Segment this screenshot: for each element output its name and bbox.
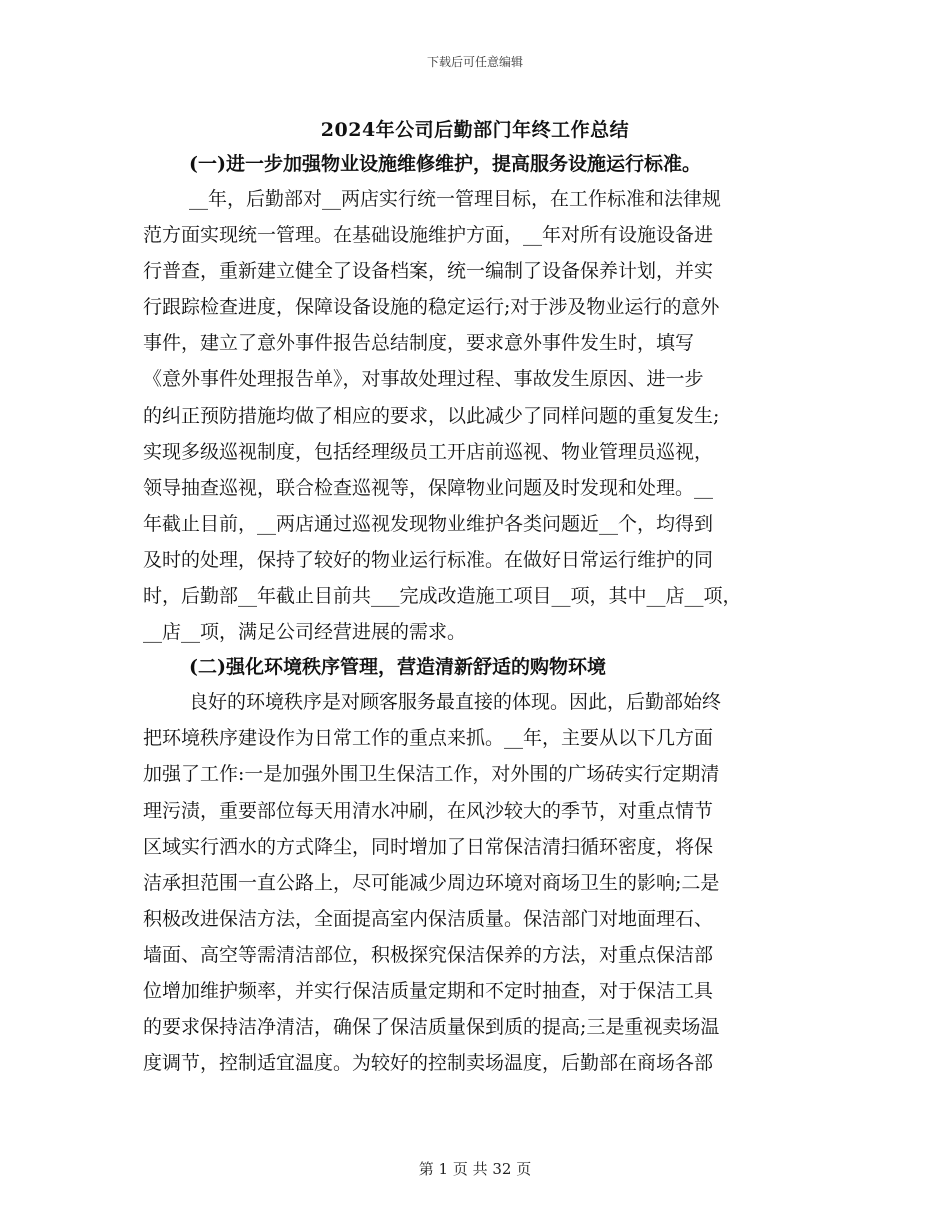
paragraph-line: 《意外事件处理报告单》，对事故处理过程、事故发生原因、进一步 [143, 368, 704, 391]
paragraph-line: 把环境秩序建设作为日常工作的重点来抓。__年，主要从以下几方面 [143, 727, 714, 750]
paragraph-line: 行跟踪检查进度，保障设备设施的稳定运行;对于涉及物业运行的意外 [143, 296, 720, 319]
paragraph-line: 理污渍，重要部位每天用清水冲刷，在风沙较大的季节，对重点情节 [143, 799, 714, 822]
paragraph-line: 领导抽查巡视，联合检查巡视等，保障物业问题及时发现和处理。__ [143, 476, 714, 499]
paragraph-line: 范方面实现统一管理。在基础设施维护方面，__年对所有设施设备进 [143, 224, 714, 247]
section-2-heading: (二)强化环境秩序管理，营造清新舒适的购物环境 [189, 656, 606, 679]
paragraph-line: 及时的处理，保持了较好的物业运行标准。在做好日常运行维护的同 [143, 548, 714, 571]
document-body [143, 147, 815, 1081]
paragraph-line: 的纠正预防措施均做了相应的要求，以此减少了同样问题的重复发生; [143, 404, 720, 427]
document-title: 2024年公司后勤部门年终工作总结 [320, 119, 630, 141]
paragraph-line: 实现多级巡视制度，包括经理级员工开店前巡视、物业管理员巡视， [143, 440, 714, 463]
paragraph-line: 行普查，重新建立健全了设备档案，统一编制了设备保养计划，并实 [143, 260, 714, 283]
paragraph-line: 墙面、高空等需清洁部位，积极探究保洁保养的方法，对重点保洁部 [143, 943, 714, 966]
page-number: 第 1 页 共 32 页 [418, 1160, 532, 1178]
section-1-heading: (一)进一步加强物业设施维修维护，提高服务设施运行标准。 [189, 153, 701, 175]
section-1-paragraph [143, 181, 815, 650]
paragraph-line: 洁承担范围一直公路上，尽可能减少周边环境对商场卫生的影响;二是 [143, 871, 720, 894]
paragraph-line: 良好的环境秩序是对顾客服务最直接的体现。因此，后勤部始终 [189, 691, 722, 714]
section-2-paragraph [143, 684, 815, 1081]
paragraph-line: 加强了工作:一是加强外围卫生保洁工作，对外围的广场砖实行定期清 [143, 763, 720, 786]
paragraph-line: 位增加维护频率，并实行保洁质量定期和不定时抽查，对于保洁工具 [143, 979, 714, 1002]
paragraph-line: __年，后勤部对__两店实行统一管理目标，在工作标准和法律规 [189, 188, 722, 210]
paragraph-line: 年截止目前，__两店通过巡视发现物业维护各类问题近__个，均得到 [143, 512, 714, 535]
paragraph-line: 积极改进保洁方法，全面提高室内保洁质量。保洁部门对地面理石、 [143, 907, 714, 930]
paragraph-line: 区域实行洒水的方式降尘，同时增加了日常保洁清扫循环密度，将保 [143, 835, 714, 858]
paragraph-line: 时，后勤部__年截止目前共___完成改造施工项目__项，其中__店__项， [143, 585, 742, 608]
paragraph-line: __店__项，满足公司经营进展的需求。 [143, 621, 467, 644]
paragraph-line: 的要求保持洁净清洁，确保了保洁质量保到质的提高;三是重视卖场温 [143, 1016, 720, 1039]
page-header-note: 下载后可任意编辑 [426, 55, 523, 69]
paragraph-line: 度调节，控制适宜温度。为较好的控制卖场温度，后勤部在商场各部 [143, 1052, 714, 1075]
paragraph-line: 事件，建立了意外事件报告总结制度，要求意外事件发生时，填写 [143, 332, 695, 355]
